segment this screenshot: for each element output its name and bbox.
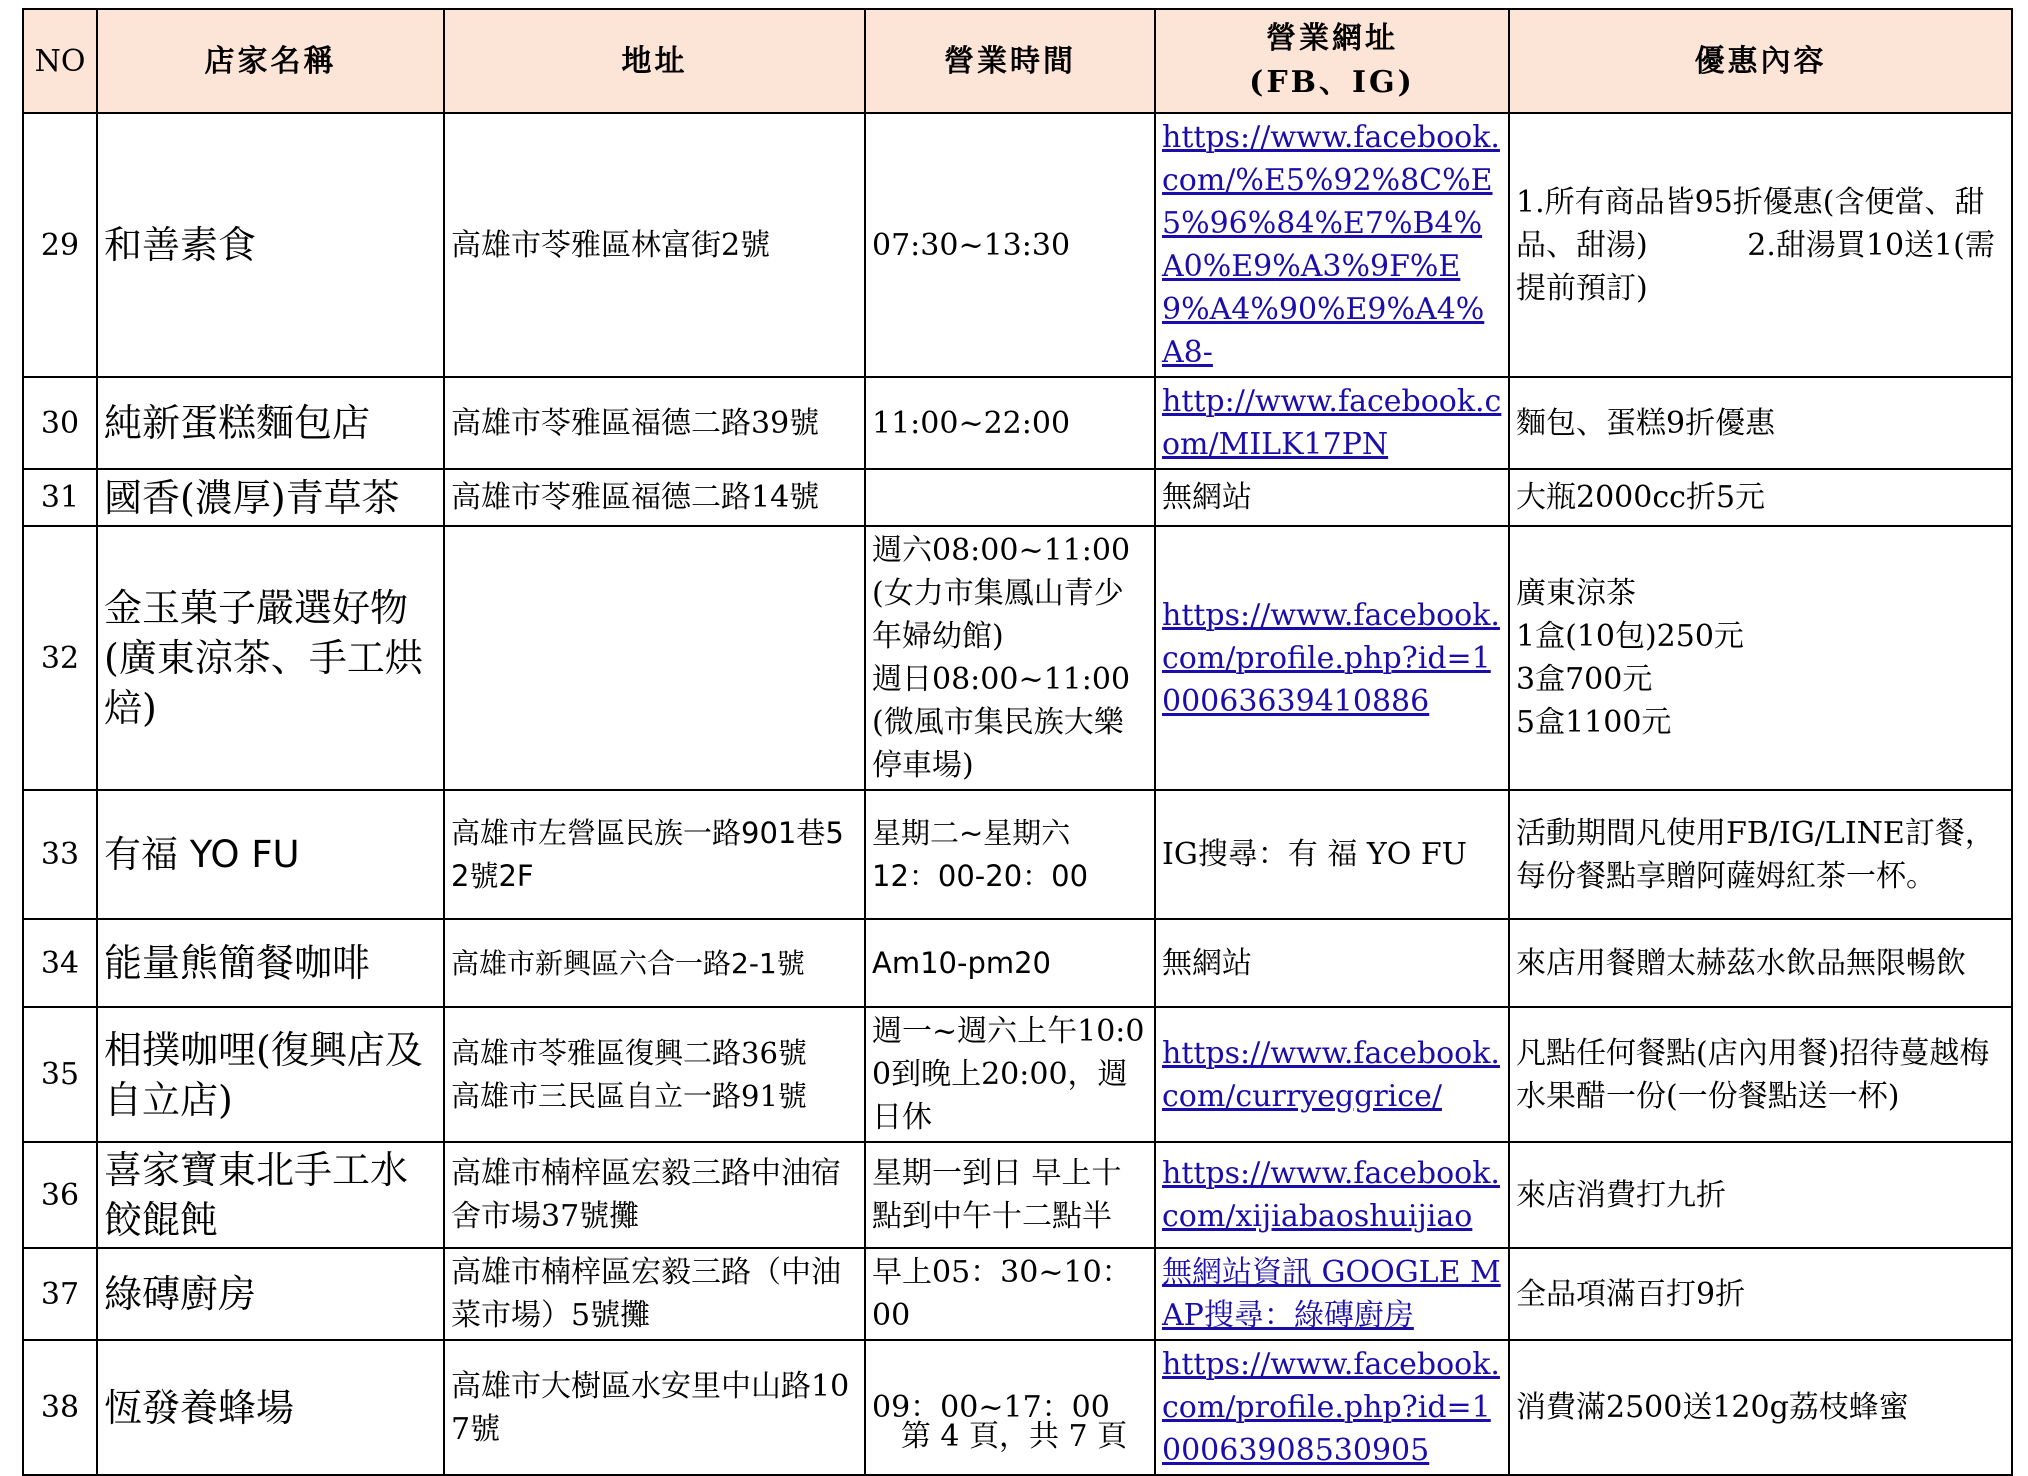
store-url-link[interactable]: https://www.facebook.com/profile.php?id=100063908530905 bbox=[1162, 1347, 1500, 1468]
row-number: 29 bbox=[23, 113, 97, 377]
store-name: 和善素食 bbox=[97, 113, 444, 377]
store-url-link[interactable]: http://www.facebook.com/MILK17PN bbox=[1162, 384, 1502, 462]
store-address: 高雄市新興區六合一路2-1號 bbox=[444, 919, 865, 1007]
offer-text: 麵包、蛋糕9折優惠 bbox=[1509, 377, 2012, 469]
offer-text: 1.所有商品皆95折優惠(含便當、甜品、甜湯) 2.甜湯買10送1(需提前預訂) bbox=[1509, 113, 2012, 377]
business-hours: 星期一到日 早上十點到中午十二點半 bbox=[865, 1142, 1155, 1248]
offer-text: 消費滿2500送120g荔枝蜂蜜 bbox=[1509, 1340, 2012, 1475]
store-name: 能量熊簡餐咖啡 bbox=[97, 919, 444, 1007]
store-url-text: 無網站 bbox=[1155, 469, 1509, 526]
store-address: 高雄市楠梓區宏毅三路（中油菜市場）5號攤 bbox=[444, 1248, 865, 1340]
business-hours: 早上05：30~10：00 bbox=[865, 1248, 1155, 1340]
business-hours bbox=[865, 469, 1155, 526]
store-url-link[interactable]: https://www.facebook.com/curryeggrice/ bbox=[1162, 1035, 1500, 1114]
row-number: 30 bbox=[23, 377, 97, 469]
store-url-text: 無網站 bbox=[1155, 919, 1509, 1007]
column-header-url: 營業網址 (FB、IG) bbox=[1155, 9, 1509, 113]
column-header-no: NO bbox=[23, 9, 97, 113]
offer-text: 凡點任何餐點(店內用餐)招待蔓越梅水果醋一份(一份餐點送一杯) bbox=[1509, 1007, 2012, 1142]
store-name: 有福 YO FU bbox=[97, 790, 444, 919]
store-name: 國香(濃厚)青草茶 bbox=[97, 469, 444, 526]
row-number: 35 bbox=[23, 1007, 97, 1142]
store-url-link[interactable]: https://www.facebook.com/%E5%92%8C%E5%96%84%E7%B4%A0%E9%A3%9F%E9%A4%90%E9%A4%A8- bbox=[1162, 120, 1500, 370]
column-header-name: 店家名稱 bbox=[97, 9, 444, 113]
store-name: 恆發養蜂場 bbox=[97, 1340, 444, 1475]
row-number: 36 bbox=[23, 1142, 97, 1248]
row-number: 38 bbox=[23, 1340, 97, 1475]
business-hours: 11:00~22:00 bbox=[865, 377, 1155, 469]
offer-text: 活動期間凡使用FB/IG/LINE訂餐，每份餐點享贈阿薩姆紅茶一杯。 bbox=[1509, 790, 2012, 919]
store-url-link[interactable]: https://www.facebook.com/xijiabaoshuijiao bbox=[1162, 1156, 1500, 1234]
column-header-address: 地址 bbox=[444, 9, 865, 113]
table-row bbox=[23, 469, 2012, 526]
header-row bbox=[23, 9, 2012, 113]
business-hours: Am10-pm20 bbox=[865, 919, 1155, 1007]
store-name: 純新蛋糕麵包店 bbox=[97, 377, 444, 469]
row-number: 31 bbox=[23, 469, 97, 526]
store-name: 喜家寶東北手工水餃餛飩 bbox=[97, 1142, 444, 1248]
business-hours: 週六08:00~11:00(女力市集鳳山青少年婦幼館) 週日08:00~11:00(微風市集民族大樂停車場) bbox=[865, 526, 1155, 790]
row-number: 37 bbox=[23, 1248, 97, 1340]
store-url-link[interactable]: https://www.facebook.com/profile.php?id=100063639410886 bbox=[1162, 597, 1500, 719]
offer-text: 廣東涼茶 1盒(10包)250元 3盒700元 5盒1100元 bbox=[1509, 526, 2012, 790]
table-row bbox=[23, 377, 2012, 469]
store-address: 高雄市大樹區水安里中山路107號 bbox=[444, 1340, 865, 1475]
page-footer: 第 4 頁，共 7 頁 bbox=[900, 1419, 1128, 1454]
store-address: 高雄市楠梓區宏毅三路中油宿舍市場37號攤 bbox=[444, 1142, 865, 1248]
store-name: 相撲咖哩(復興店及自立店) bbox=[97, 1007, 444, 1142]
row-number: 33 bbox=[23, 790, 97, 919]
table-row bbox=[23, 919, 2012, 1007]
store-address: 高雄市左營區民族一路901巷52號2F bbox=[444, 790, 865, 919]
store-address: 高雄市苓雅區林富街2號 bbox=[444, 113, 865, 377]
business-hours: 星期二~星期六 12：00-20：00 bbox=[865, 790, 1155, 919]
column-header-offer: 優惠內容 bbox=[1509, 9, 2012, 113]
store-address bbox=[444, 526, 865, 790]
store-url-text: IG搜尋：有 福 YO FU bbox=[1155, 790, 1509, 919]
offer-text: 全品項滿百打9折 bbox=[1509, 1248, 2012, 1340]
column-header-hours: 營業時間 bbox=[865, 9, 1155, 113]
store-url-link[interactable]: 無網站資訊 GOOGLE MAP搜尋：綠磚廚房 bbox=[1162, 1255, 1501, 1333]
store-discount-table bbox=[22, 8, 2013, 1476]
offer-text: 大瓶2000cc折5元 bbox=[1509, 469, 2012, 526]
document-sheet bbox=[22, 8, 2011, 1476]
business-hours: 週一~週六上午10:00到晚上20:00，週日休 bbox=[865, 1007, 1155, 1142]
business-hours: 07:30~13:30 bbox=[865, 113, 1155, 377]
store-address: 高雄市苓雅區福德二路14號 bbox=[444, 469, 865, 526]
store-name: 金玉菓子嚴選好物(廣東涼茶、手工烘焙) bbox=[97, 526, 444, 790]
table-row bbox=[23, 113, 2012, 377]
table-row bbox=[23, 1007, 2012, 1142]
offer-text: 來店用餐贈太赫茲水飲品無限暢飲 bbox=[1509, 919, 2012, 1007]
table-row bbox=[23, 526, 2012, 790]
business-hours: 09：00~17：00 bbox=[865, 1340, 1155, 1475]
store-address: 高雄市苓雅區復興二路36號 高雄市三民區自立一路91號 bbox=[444, 1007, 865, 1142]
offer-text: 來店消費打九折 bbox=[1509, 1142, 2012, 1248]
store-name: 綠磚廚房 bbox=[97, 1248, 444, 1340]
table-row bbox=[23, 790, 2012, 919]
table-row bbox=[23, 1248, 2012, 1340]
row-number: 34 bbox=[23, 919, 97, 1007]
table-row bbox=[23, 1142, 2012, 1248]
row-number: 32 bbox=[23, 526, 97, 790]
store-address: 高雄市苓雅區福德二路39號 bbox=[444, 377, 865, 469]
